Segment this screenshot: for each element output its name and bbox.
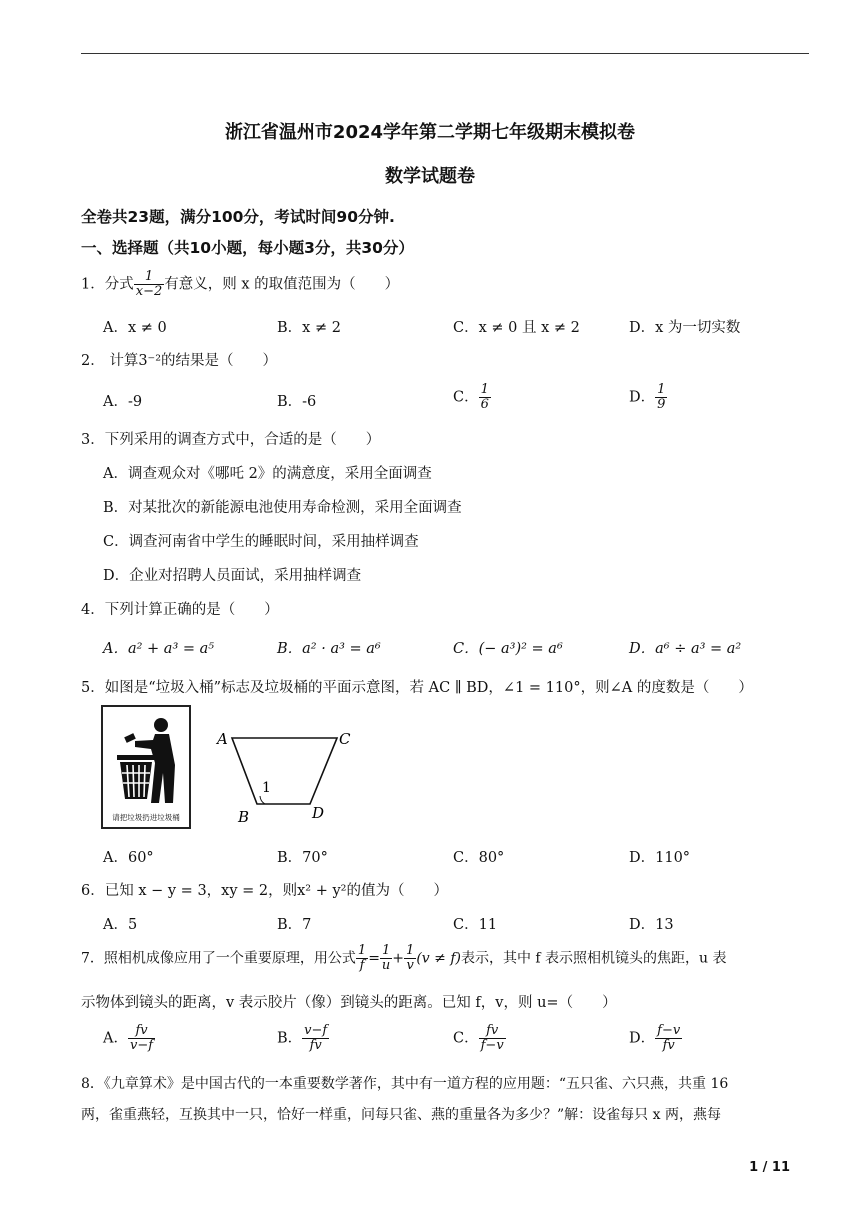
q3-option-b: B．对某批次的新能源电池使用寿命检测，采用全面调查 [103,500,462,516]
trapezoid-diagram [212,724,362,824]
person-trash-icon [103,707,189,807]
q6-option-a: A．5 [103,917,138,933]
q2-option-a: A．-9 [103,394,143,410]
q1-option-b: B．x ≠ 2 [277,320,341,336]
question-5: 5．如图是“垃圾入桶”标志及垃圾桶的平面示意图，若 AC ∥ BD，∠1 = 110°，则∠A 的度数是（ ） [81,680,753,696]
q5-option-d: D．110° [629,850,691,866]
question-8-line-2: 两，雀重燕轻，互换其中一只，恰好一样重，问每只雀、燕的重量各为多少？”解：设雀每只 x 两，燕每 [81,1107,721,1123]
q7-option-d: D． $\frac{f-v}{fv}$ [629,1023,681,1053]
question-4: 4．下列计算正确的是（ ） [81,602,279,618]
q7-option-a: A． $\frac{fv}{v-f}$ [103,1023,154,1053]
label-b: B [238,808,250,824]
q7-option-c: C． $\frac{fv}{f-v}$ [453,1023,504,1053]
page-number: 1 / 11 [749,1160,790,1175]
q4-option-b: B．a² · a³ = a⁶ [277,641,381,657]
q2-option-d: D． $\frac{1}{9}$ [629,382,666,412]
question-7-line-2: 示物体到镜头的距离，v 表示胶片（像）到镜头的距离。已知 f，v，则 u=（ ） [81,995,617,1011]
question-8: 8．《九章算术》是中国古代的一本重要数学著作，其中有一道方程的应用题：“五只雀、六只燕，共重 16 [81,1076,729,1092]
q3-option-a: A．调查观众对《哪吒 2》的满意度，采用全面调查 [103,466,432,482]
q1-option-c: C．x ≠ 0 且 x ≠ 2 [453,320,580,336]
q2-option-b: B．-6 [277,394,317,410]
fraction: $\frac{1}{x-2}$ [135,269,163,299]
q4-option-c: C．(− a³)² = a⁶ [453,641,563,657]
logo-caption: 请把垃圾扔进垃圾桶 [112,813,180,822]
q4-option-a: A．a² + a³ = a⁵ [103,641,215,657]
q5-option-c: C．80° [453,850,505,866]
q6-option-b: B．7 [277,917,312,933]
question-7: 7．照相机成像应用了一个重要原理，用公式 $\frac{1}{f}$ = $\frac{1}{u}$ + $\frac{1}{v}$ (v ≠ f)表示，其中 f 表示照相机镜头的焦距，u 表 [81,943,727,973]
section-title: 一、选择题（共10小题，每小题3分，共30分） [81,239,414,257]
question-2: 2． 计算3⁻²的结果是（ ） [81,353,278,369]
exam-title: 浙江省温州市2024学年第二学期七年级期末模拟卷 [224,122,636,143]
question-6: 6．已知 x − y = 3，xy = 2，则x² + y²的值为（ ） [81,883,448,899]
label-c: C [339,730,351,748]
exam-intro: 全卷共23题，满分100分，考试时间90分钟. [81,208,395,226]
q4-option-d: D．a⁶ ÷ a³ = a² [629,641,742,657]
header-rule [81,53,809,54]
q3-option-c: C．调查河南省中学生的睡眠时间，采用抽样调查 [103,534,419,550]
q5-option-b: B．70° [277,850,328,866]
q1-option-d: D．x 为一切实数 [629,320,741,336]
question-3: 3．下列采用的调查方式中，合适的是（ ） [81,432,381,448]
label-angle-1: 1 [262,780,271,796]
q3-option-d: D．企业对招聘人员面试，采用抽样调查 [103,568,362,584]
q6-option-c: C．11 [453,917,498,933]
q6-option-d: D．13 [629,917,674,933]
q1-option-a: A．x ≠ 0 [103,320,167,336]
trash-bin-logo [101,705,191,829]
label-a: A [217,730,228,748]
exam-subtitle: 数学试题卷 [385,166,475,187]
q2-option-c: C． $\frac{1}{6}$ [453,382,489,412]
q5-option-a: A．60° [103,850,154,866]
q7-option-b: B． $\frac{v-f}{fv}$ [277,1023,328,1053]
question-1: 1．分式 $\frac{1}{x-2}$ 有意义，则 x 的取值范围为（ ） [81,269,400,299]
label-d: D [312,804,325,822]
